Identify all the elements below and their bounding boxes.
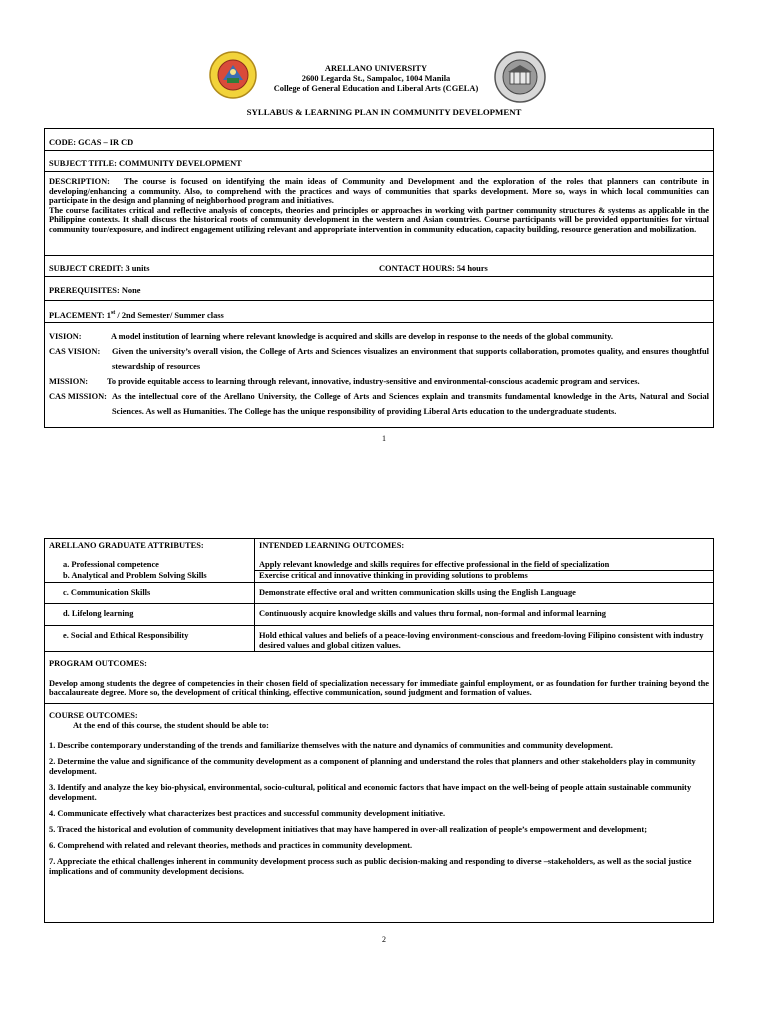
outcome-b-cell bbox=[255, 571, 713, 583]
course-outcome-2: 2. Determine the value and significance of the community development as a component of planning and understand the roles that planners and other stakeholders play in community development. bbox=[49, 757, 696, 776]
attribute-d: d. Lifelong learning bbox=[63, 609, 134, 618]
attributes-header: ARELLANO GRADUATE ATTRIBUTES: bbox=[49, 541, 204, 550]
attribute-b: b. Analytical and Problem Solving Skills bbox=[63, 571, 207, 580]
outcome-d: Continuously acquire knowledge skills and values thru formal, non-formal and informal learning bbox=[259, 609, 606, 618]
description-paragraph-1 bbox=[49, 177, 709, 206]
university-name: ARELLANO UNIVERSITY bbox=[324, 64, 428, 73]
cgela-seal-logo bbox=[488, 50, 552, 104]
code-row: CODE: GCAS – IR CD bbox=[45, 129, 713, 151]
course-info-table bbox=[44, 128, 714, 428]
credit-row bbox=[45, 256, 713, 277]
course-outcome-3: 3. Identify and analyze the key bio-physical, environmental, socio-cultural, political and economic factors that have impact on the well-being of people attain sustainable community development. bbox=[49, 783, 692, 802]
program-outcomes-label: PROGRAM OUTCOMES: bbox=[49, 659, 147, 668]
university-address: 2600 Legarda St., Sampaloc, 1004 Manila bbox=[301, 74, 451, 83]
outcome-b: Exercise critical and innovative thinking in providing solutions to problems bbox=[259, 571, 528, 580]
page-2 bbox=[0, 462, 768, 1024]
outcome-e: Hold ethical values and beliefs of a peace-loving environment-conscious and freedom-loving Filipino consistent with industry desired values and global citizen values. bbox=[259, 631, 704, 650]
program-outcomes-text: Develop among students the degree of competencies in their chosen field of specialization necessary for immediate gainful employment, or as foundation for further training beyond the baccalaureate degree. More so, the development of critical thinking, effective communication, sound judgment and formation of values. bbox=[49, 678, 709, 698]
header-text bbox=[266, 64, 486, 94]
program-outcomes-row bbox=[45, 652, 713, 704]
vision-line bbox=[49, 329, 709, 344]
cas-mission-text: As the intellectual core of the Arellano University, the College of Arts and Sciences explain and transmits fundamental knowledge in the Arts, Natural and Social Sciences. As well as Humanities. The College has the unique responsibility of providing Liberal Arts education to the undergraduate students. bbox=[112, 392, 709, 416]
cas-vision-line bbox=[49, 344, 709, 374]
course-outcome-1: 1. Describe contemporary understanding of the trends and familiarize themselves with the nature and dynamics of communities and community development. bbox=[49, 741, 613, 750]
mission-line bbox=[49, 374, 709, 389]
course-outcome-4: 4. Communicate effectively what characterizes best practices and successful community development initiative. bbox=[49, 809, 446, 818]
course-outcome-6: 6. Comprehend with related and relevant theories, methods and practices in community development. bbox=[49, 841, 413, 850]
arellano-university-seal-logo bbox=[206, 50, 260, 100]
course-outcomes-intro: At the end of this course, the student should be able to: bbox=[73, 721, 269, 730]
outcome-c: Demonstrate effective oral and written communication skills using the English Language bbox=[259, 588, 576, 597]
subject-credit: SUBJECT CREDIT: 3 units bbox=[49, 264, 150, 273]
college-name: College of General Education and Liberal Arts (CGELA) bbox=[273, 84, 479, 93]
vision-label: VISION: bbox=[49, 332, 82, 341]
cas-vision-label: CAS VISION: bbox=[49, 347, 101, 356]
document-header bbox=[206, 50, 562, 102]
placement-row bbox=[45, 301, 713, 323]
cas-vision-text: Given the university’s overall vision, the College of Arts and Sciences visualizes an environment that supports collaboration, promotes quality, and ensures thoughtful stewardship of resources bbox=[112, 347, 709, 371]
outcomes-header: INTENDED LEARNING OUTCOMES: bbox=[259, 541, 405, 550]
attribute-b-cell bbox=[45, 571, 255, 583]
course-outcomes-row bbox=[45, 704, 713, 922]
course-outcome-7: 7. Appreciate the ethical challenges inherent in community development process such as public decision-making and responding to diverse –stakeholders, as well as the social justice implications and of community development decisions. bbox=[49, 857, 692, 876]
vision-mission-row bbox=[45, 323, 713, 427]
attribute-c: c. Communication Skills bbox=[63, 588, 151, 597]
attribute-e: e. Social and Ethical Responsibility bbox=[63, 631, 189, 640]
page-number-2: 2 bbox=[382, 935, 386, 944]
attributes-header-cell bbox=[45, 539, 255, 571]
cas-mission-line bbox=[49, 389, 709, 419]
vision-text: A model institution of learning where relevant knowledge is acquired and skills are develop in response to the needs of the global community. bbox=[111, 332, 613, 341]
syllabus-title: SYLLABUS & LEARNING PLAN IN COMMUNITY DEVELOPMENT bbox=[246, 107, 522, 117]
description-text-1: The course is focused on identifying the main ideas of Community and Development and the exploration of the roles that planners can contribute in developing/enhancing a community. Also, to comprehend with the practices and ways of communities that sparks development. More so, ways in which local communities can participate in the design and planning of neighborhood program and initiatives. bbox=[49, 177, 709, 206]
outcome-e-cell bbox=[255, 626, 713, 651]
placement-suffix: / 2nd Semester/ Summer class bbox=[115, 310, 224, 320]
cas-mission-label: CAS MISSION: bbox=[49, 392, 107, 401]
attributes-outcomes-table bbox=[44, 538, 714, 923]
placement-prefix: PLACEMENT: 1 bbox=[49, 310, 111, 320]
attribute-c-cell bbox=[45, 583, 255, 604]
mission-label: MISSION: bbox=[49, 377, 89, 386]
page-1 bbox=[0, 0, 768, 462]
course-outcome-5: 5. Traced the historical and evolution of community development initiatives that may have hampered in over-all realization of people’s empowerment and development; bbox=[49, 825, 647, 834]
placement-superscript: st bbox=[110, 310, 116, 316]
outcome-d-cell bbox=[255, 604, 713, 626]
description-label: DESCRIPTION: bbox=[49, 177, 110, 186]
description-row bbox=[45, 172, 713, 256]
prerequisites-row: PREREQUISITES: None bbox=[45, 277, 713, 301]
description-paragraph-2: The course facilitates critical and reflective analysis of concepts, theories and principles or approaches in working with partner community structures & systems as applicable in the Philippine contexts. It shall discuss the historical roots of community development in the western and Asian countries. Course participants will be provided opportunities for virtual community tour/exposure, and indirect engagement utilizing relevant and appropriate intervention in community education, capacity building, resource generation and mobilization. bbox=[49, 205, 709, 234]
outcomes-header-cell bbox=[255, 539, 713, 571]
attribute-d-cell bbox=[45, 604, 255, 626]
outcome-a: Apply relevant knowledge and skills requires for effective professional in the field of specialization bbox=[259, 559, 610, 569]
mission-text: To provide equitable access to learning through relevant, innovative, industry-sensitive and environmental-conscious academic program and services. bbox=[107, 377, 640, 386]
page-number-1: 1 bbox=[382, 434, 386, 443]
course-outcomes-label: COURSE OUTCOMES: bbox=[49, 711, 138, 720]
outcome-c-cell bbox=[255, 583, 713, 604]
attribute-e-cell bbox=[45, 626, 255, 651]
contact-hours: CONTACT HOURS: 54 hours bbox=[379, 264, 488, 273]
attribute-a: a. Professional competence bbox=[63, 559, 159, 569]
attributes-grid bbox=[45, 539, 713, 652]
subject-title-row: SUBJECT TITLE: COMMUNITY DEVELOPMENT bbox=[45, 151, 713, 172]
